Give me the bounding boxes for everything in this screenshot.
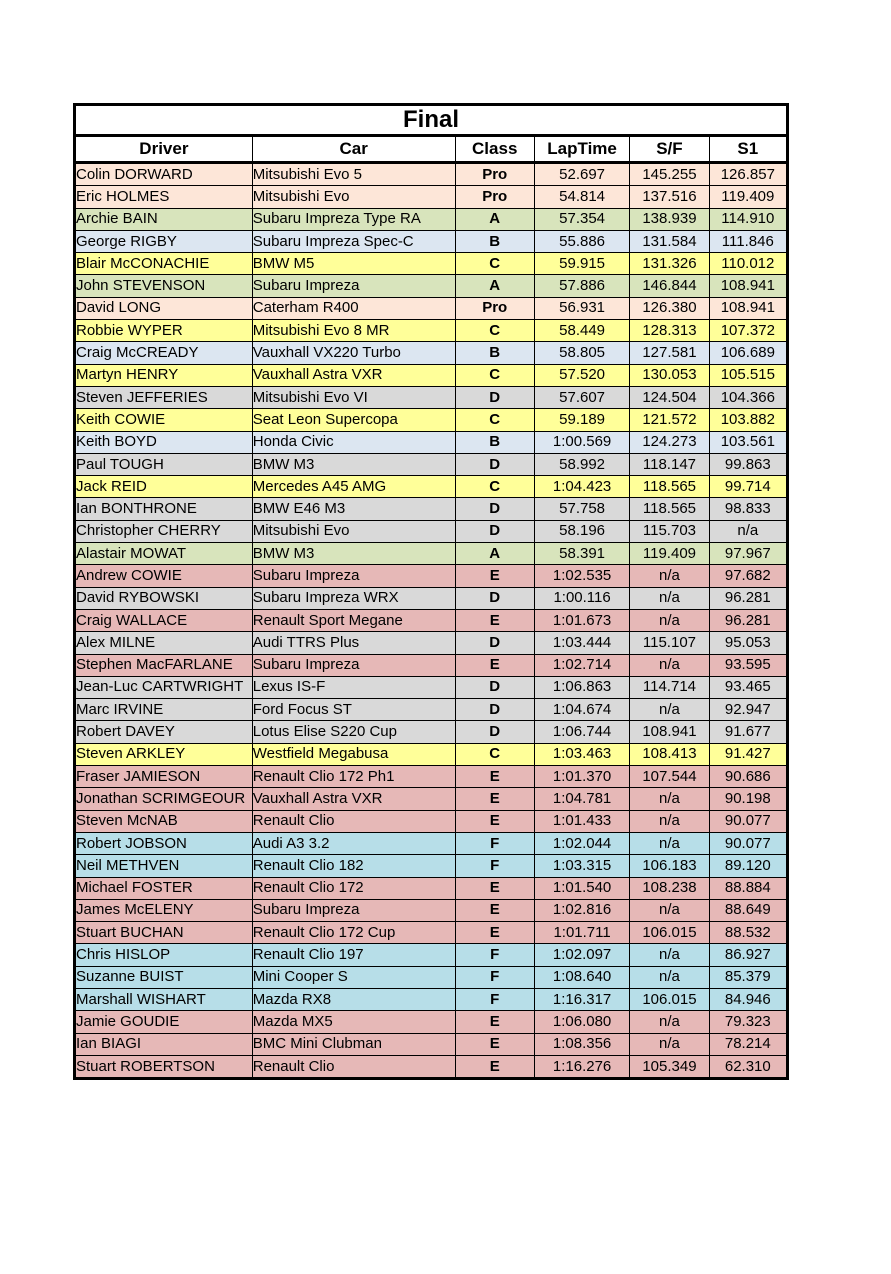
cell-driver: Paul TOUGH	[75, 453, 253, 475]
cell-car: Subaru Impreza Type RA	[252, 208, 455, 230]
cell-s1: 91.427	[709, 743, 787, 765]
cell-laptime: 52.697	[534, 163, 629, 186]
cell-sf: 118.565	[630, 476, 709, 498]
cell-s1: 97.682	[709, 565, 787, 587]
cell-s1: 111.846	[709, 230, 787, 252]
table-row	[75, 565, 788, 587]
cell-s1: 105.515	[709, 364, 787, 386]
cell-class: C	[455, 476, 534, 498]
cell-driver: Alex MILNE	[75, 632, 253, 654]
cell-s1: 86.927	[709, 944, 787, 966]
cell-sf: n/a	[630, 899, 709, 921]
cell-car: Renault Clio	[252, 810, 455, 832]
cell-driver: Chris HISLOP	[75, 944, 253, 966]
cell-sf: 126.380	[630, 297, 709, 319]
table-row	[75, 743, 788, 765]
cell-laptime: 1:04.423	[534, 476, 629, 498]
cell-car: Mitsubishi Evo 5	[252, 163, 455, 186]
header-row	[75, 136, 788, 163]
cell-s1: 126.857	[709, 163, 787, 186]
cell-car: Mitsubishi Evo	[252, 186, 455, 208]
cell-car: Mitsubishi Evo	[252, 520, 455, 542]
cell-sf: 128.313	[630, 320, 709, 342]
cell-sf: n/a	[630, 966, 709, 988]
cell-class: E	[455, 810, 534, 832]
cell-class: F	[455, 966, 534, 988]
table-row	[75, 498, 788, 520]
cell-driver: Blair McCONACHIE	[75, 253, 253, 275]
cell-class: C	[455, 320, 534, 342]
table-row	[75, 609, 788, 631]
cell-class: E	[455, 788, 534, 810]
cell-driver: Andrew COWIE	[75, 565, 253, 587]
cell-laptime: 1:03.463	[534, 743, 629, 765]
cell-driver: Christopher CHERRY	[75, 520, 253, 542]
cell-class: F	[455, 855, 534, 877]
cell-sf: 105.349	[630, 1055, 709, 1078]
cell-class: E	[455, 877, 534, 899]
cell-sf: 108.238	[630, 877, 709, 899]
cell-s1: 88.532	[709, 922, 787, 944]
cell-car: Lotus Elise S220 Cup	[252, 721, 455, 743]
cell-s1: 119.409	[709, 186, 787, 208]
table-row	[75, 699, 788, 721]
cell-sf: 145.255	[630, 163, 709, 186]
table-row	[75, 386, 788, 408]
table-row	[75, 320, 788, 342]
cell-driver: George RIGBY	[75, 230, 253, 252]
cell-driver: Archie BAIN	[75, 208, 253, 230]
cell-class: C	[455, 409, 534, 431]
cell-sf: 138.939	[630, 208, 709, 230]
cell-laptime: 1:16.317	[534, 988, 629, 1010]
cell-car: Mazda RX8	[252, 988, 455, 1010]
cell-s1: 99.714	[709, 476, 787, 498]
cell-s1: 90.198	[709, 788, 787, 810]
cell-sf: n/a	[630, 654, 709, 676]
cell-class: B	[455, 431, 534, 453]
header-laptime: LapTime	[534, 136, 629, 163]
cell-s1: n/a	[709, 520, 787, 542]
cell-car: Renault Clio 172	[252, 877, 455, 899]
cell-driver: Keith BOYD	[75, 431, 253, 453]
cell-sf: 108.413	[630, 743, 709, 765]
cell-car: Subaru Impreza	[252, 654, 455, 676]
cell-sf: n/a	[630, 832, 709, 854]
cell-driver: David LONG	[75, 297, 253, 319]
cell-s1: 114.910	[709, 208, 787, 230]
cell-laptime: 1:06.863	[534, 676, 629, 698]
cell-car: Mazda MX5	[252, 1011, 455, 1033]
cell-s1: 96.281	[709, 609, 787, 631]
cell-laptime: 1:01.673	[534, 609, 629, 631]
cell-class: E	[455, 766, 534, 788]
cell-sf: 119.409	[630, 543, 709, 565]
cell-car: BMC Mini Clubman	[252, 1033, 455, 1055]
cell-s1: 88.884	[709, 877, 787, 899]
cell-driver: James McELENY	[75, 899, 253, 921]
cell-driver: Marshall WISHART	[75, 988, 253, 1010]
table-row	[75, 877, 788, 899]
cell-laptime: 1:04.781	[534, 788, 629, 810]
table-row	[75, 342, 788, 364]
cell-class: D	[455, 498, 534, 520]
cell-class: E	[455, 609, 534, 631]
results-body	[75, 163, 788, 1079]
cell-laptime: 55.886	[534, 230, 629, 252]
cell-class: A	[455, 275, 534, 297]
cell-laptime: 1:03.444	[534, 632, 629, 654]
cell-car: Renault Sport Megane	[252, 609, 455, 631]
cell-class: E	[455, 899, 534, 921]
cell-sf: 137.516	[630, 186, 709, 208]
cell-sf: 118.565	[630, 498, 709, 520]
cell-laptime: 1:01.711	[534, 922, 629, 944]
cell-s1: 97.967	[709, 543, 787, 565]
table-row	[75, 832, 788, 854]
cell-s1: 108.941	[709, 275, 787, 297]
cell-driver: Stuart BUCHAN	[75, 922, 253, 944]
cell-laptime: 1:01.540	[534, 877, 629, 899]
cell-driver: Alastair MOWAT	[75, 543, 253, 565]
cell-car: Seat Leon Supercopa	[252, 409, 455, 431]
cell-driver: Neil METHVEN	[75, 855, 253, 877]
cell-sf: n/a	[630, 944, 709, 966]
cell-laptime: 57.607	[534, 386, 629, 408]
cell-sf: 106.183	[630, 855, 709, 877]
table-row	[75, 163, 788, 186]
cell-laptime: 57.886	[534, 275, 629, 297]
cell-car: Subaru Impreza Spec-C	[252, 230, 455, 252]
cell-car: Westfield Megabusa	[252, 743, 455, 765]
cell-sf: n/a	[630, 1033, 709, 1055]
cell-sf: n/a	[630, 810, 709, 832]
cell-laptime: 59.189	[534, 409, 629, 431]
cell-car: Honda Civic	[252, 431, 455, 453]
cell-class: C	[455, 364, 534, 386]
cell-car: Renault Clio 197	[252, 944, 455, 966]
cell-class: F	[455, 944, 534, 966]
cell-sf: 124.504	[630, 386, 709, 408]
table-row	[75, 364, 788, 386]
cell-driver: Fraser JAMIESON	[75, 766, 253, 788]
cell-class: E	[455, 654, 534, 676]
cell-s1: 93.465	[709, 676, 787, 698]
cell-class: D	[455, 721, 534, 743]
table-row	[75, 855, 788, 877]
cell-class: A	[455, 543, 534, 565]
cell-car: Mini Cooper S	[252, 966, 455, 988]
cell-car: Renault Clio 172 Ph1	[252, 766, 455, 788]
cell-s1: 99.863	[709, 453, 787, 475]
cell-class: E	[455, 565, 534, 587]
cell-sf: 115.107	[630, 632, 709, 654]
cell-s1: 110.012	[709, 253, 787, 275]
cell-laptime: 1:02.097	[534, 944, 629, 966]
cell-s1: 108.941	[709, 297, 787, 319]
cell-car: Renault Clio	[252, 1055, 455, 1078]
table-row	[75, 1033, 788, 1055]
cell-driver: Steven ARKLEY	[75, 743, 253, 765]
cell-car: Subaru Impreza	[252, 275, 455, 297]
cell-sf: 115.703	[630, 520, 709, 542]
table-row	[75, 788, 788, 810]
cell-sf: 124.273	[630, 431, 709, 453]
cell-laptime: 1:02.044	[534, 832, 629, 854]
cell-laptime: 1:02.816	[534, 899, 629, 921]
cell-driver: Jean-Luc CARTWRIGHT	[75, 676, 253, 698]
table-row	[75, 476, 788, 498]
cell-laptime: 54.814	[534, 186, 629, 208]
cell-class: D	[455, 386, 534, 408]
cell-car: Lexus IS-F	[252, 676, 455, 698]
cell-class: F	[455, 988, 534, 1010]
cell-class: D	[455, 587, 534, 609]
table-row	[75, 230, 788, 252]
cell-s1: 107.372	[709, 320, 787, 342]
cell-car: Subaru Impreza WRX	[252, 587, 455, 609]
cell-driver: Martyn HENRY	[75, 364, 253, 386]
table-row	[75, 1011, 788, 1033]
cell-car: Renault Clio 172 Cup	[252, 922, 455, 944]
cell-car: Ford Focus ST	[252, 699, 455, 721]
header-sf: S/F	[630, 136, 709, 163]
cell-driver: Jonathan SCRIMGEOUR	[75, 788, 253, 810]
cell-car: Caterham R400	[252, 297, 455, 319]
cell-class: D	[455, 632, 534, 654]
table-row	[75, 409, 788, 431]
cell-s1: 103.882	[709, 409, 787, 431]
cell-s1: 103.561	[709, 431, 787, 453]
cell-sf: 127.581	[630, 342, 709, 364]
cell-driver: Craig WALLACE	[75, 609, 253, 631]
cell-s1: 92.947	[709, 699, 787, 721]
cell-sf: 131.326	[630, 253, 709, 275]
cell-car: BMW E46 M3	[252, 498, 455, 520]
cell-s1: 79.323	[709, 1011, 787, 1033]
table-row	[75, 1055, 788, 1078]
table-row	[75, 520, 788, 542]
cell-driver: Marc IRVINE	[75, 699, 253, 721]
cell-s1: 62.310	[709, 1055, 787, 1078]
cell-laptime: 58.805	[534, 342, 629, 364]
cell-sf: n/a	[630, 587, 709, 609]
cell-driver: Stuart ROBERTSON	[75, 1055, 253, 1078]
table-row	[75, 766, 788, 788]
cell-car: Mitsubishi Evo VI	[252, 386, 455, 408]
cell-car: Vauxhall VX220 Turbo	[252, 342, 455, 364]
cell-driver: Ian BIAGI	[75, 1033, 253, 1055]
table-row	[75, 253, 788, 275]
cell-driver: Suzanne BUIST	[75, 966, 253, 988]
table-row	[75, 654, 788, 676]
cell-driver: Steven McNAB	[75, 810, 253, 832]
cell-laptime: 1:00.116	[534, 587, 629, 609]
cell-sf: 107.544	[630, 766, 709, 788]
cell-s1: 98.833	[709, 498, 787, 520]
header-s1: S1	[709, 136, 787, 163]
cell-s1: 88.649	[709, 899, 787, 921]
cell-laptime: 1:06.744	[534, 721, 629, 743]
cell-laptime: 56.931	[534, 297, 629, 319]
cell-sf: n/a	[630, 788, 709, 810]
cell-laptime: 1:06.080	[534, 1011, 629, 1033]
title-row	[75, 105, 788, 136]
cell-class: F	[455, 832, 534, 854]
cell-laptime: 1:16.276	[534, 1055, 629, 1078]
cell-car: Subaru Impreza	[252, 899, 455, 921]
table-row	[75, 208, 788, 230]
cell-s1: 89.120	[709, 855, 787, 877]
cell-car: BMW M3	[252, 543, 455, 565]
cell-driver: Craig McCREADY	[75, 342, 253, 364]
cell-laptime: 1:02.535	[534, 565, 629, 587]
table-row	[75, 186, 788, 208]
table-row	[75, 944, 788, 966]
cell-laptime: 1:04.674	[534, 699, 629, 721]
cell-class: D	[455, 453, 534, 475]
cell-sf: 131.584	[630, 230, 709, 252]
table-row	[75, 922, 788, 944]
cell-s1: 90.686	[709, 766, 787, 788]
header-driver: Driver	[75, 136, 253, 163]
cell-driver: Colin DORWARD	[75, 163, 253, 186]
cell-driver: David RYBOWSKI	[75, 587, 253, 609]
table-row	[75, 988, 788, 1010]
table-row	[75, 297, 788, 319]
table-row	[75, 899, 788, 921]
cell-laptime: 58.196	[534, 520, 629, 542]
cell-driver: Keith COWIE	[75, 409, 253, 431]
header-car: Car	[252, 136, 455, 163]
cell-s1: 85.379	[709, 966, 787, 988]
cell-class: Pro	[455, 163, 534, 186]
cell-car: Mercedes A45 AMG	[252, 476, 455, 498]
table-row	[75, 453, 788, 475]
cell-laptime: 58.391	[534, 543, 629, 565]
cell-class: Pro	[455, 186, 534, 208]
cell-car: Renault Clio 182	[252, 855, 455, 877]
cell-sf: 146.844	[630, 275, 709, 297]
cell-s1: 93.595	[709, 654, 787, 676]
cell-sf: 108.941	[630, 721, 709, 743]
cell-s1: 96.281	[709, 587, 787, 609]
cell-driver: Jamie GOUDIE	[75, 1011, 253, 1033]
cell-laptime: 1:08.640	[534, 966, 629, 988]
cell-driver: Jack REID	[75, 476, 253, 498]
cell-driver: John STEVENSON	[75, 275, 253, 297]
cell-class: D	[455, 699, 534, 721]
cell-class: E	[455, 1011, 534, 1033]
cell-driver: Robert JOBSON	[75, 832, 253, 854]
cell-class: C	[455, 743, 534, 765]
cell-sf: 130.053	[630, 364, 709, 386]
cell-class: D	[455, 520, 534, 542]
cell-laptime: 57.354	[534, 208, 629, 230]
cell-class: E	[455, 1055, 534, 1078]
cell-class: C	[455, 253, 534, 275]
table-row	[75, 543, 788, 565]
cell-class: D	[455, 676, 534, 698]
table-row	[75, 810, 788, 832]
cell-laptime: 1:00.569	[534, 431, 629, 453]
cell-car: Subaru Impreza	[252, 565, 455, 587]
cell-s1: 78.214	[709, 1033, 787, 1055]
cell-driver: Robert DAVEY	[75, 721, 253, 743]
table-row	[75, 632, 788, 654]
cell-s1: 91.677	[709, 721, 787, 743]
cell-sf: n/a	[630, 565, 709, 587]
cell-driver: Ian BONTHRONE	[75, 498, 253, 520]
cell-laptime: 1:01.433	[534, 810, 629, 832]
table-row	[75, 431, 788, 453]
cell-sf: 118.147	[630, 453, 709, 475]
cell-sf: 106.015	[630, 988, 709, 1010]
cell-sf: n/a	[630, 609, 709, 631]
cell-driver: Eric HOLMES	[75, 186, 253, 208]
cell-laptime: 1:01.370	[534, 766, 629, 788]
header-class: Class	[455, 136, 534, 163]
cell-car: BMW M3	[252, 453, 455, 475]
cell-sf: 114.714	[630, 676, 709, 698]
table-row	[75, 966, 788, 988]
cell-sf: 106.015	[630, 922, 709, 944]
cell-s1: 104.366	[709, 386, 787, 408]
cell-laptime: 58.449	[534, 320, 629, 342]
results-table	[73, 103, 789, 1080]
cell-car: BMW M5	[252, 253, 455, 275]
cell-s1: 84.946	[709, 988, 787, 1010]
cell-car: Mitsubishi Evo 8 MR	[252, 320, 455, 342]
cell-laptime: 59.915	[534, 253, 629, 275]
table-title: Final	[75, 105, 788, 136]
cell-driver: Stephen MacFARLANE	[75, 654, 253, 676]
table-row	[75, 721, 788, 743]
cell-class: E	[455, 922, 534, 944]
cell-class: B	[455, 230, 534, 252]
cell-s1: 106.689	[709, 342, 787, 364]
cell-sf: 121.572	[630, 409, 709, 431]
table-row	[75, 275, 788, 297]
cell-class: B	[455, 342, 534, 364]
cell-class: Pro	[455, 297, 534, 319]
cell-laptime: 57.758	[534, 498, 629, 520]
cell-class: E	[455, 1033, 534, 1055]
cell-s1: 90.077	[709, 810, 787, 832]
cell-driver: Robbie WYPER	[75, 320, 253, 342]
cell-class: A	[455, 208, 534, 230]
cell-sf: n/a	[630, 699, 709, 721]
cell-driver: Steven JEFFERIES	[75, 386, 253, 408]
cell-s1: 95.053	[709, 632, 787, 654]
cell-car: Vauxhall Astra VXR	[252, 364, 455, 386]
cell-car: Audi A3 3.2	[252, 832, 455, 854]
cell-s1: 90.077	[709, 832, 787, 854]
cell-driver: Michael FOSTER	[75, 877, 253, 899]
cell-sf: n/a	[630, 1011, 709, 1033]
cell-laptime: 1:03.315	[534, 855, 629, 877]
table-row	[75, 676, 788, 698]
cell-car: Audi TTRS Plus	[252, 632, 455, 654]
cell-laptime: 57.520	[534, 364, 629, 386]
cell-car: Vauxhall Astra VXR	[252, 788, 455, 810]
cell-laptime: 58.992	[534, 453, 629, 475]
table-row	[75, 587, 788, 609]
cell-laptime: 1:08.356	[534, 1033, 629, 1055]
cell-laptime: 1:02.714	[534, 654, 629, 676]
